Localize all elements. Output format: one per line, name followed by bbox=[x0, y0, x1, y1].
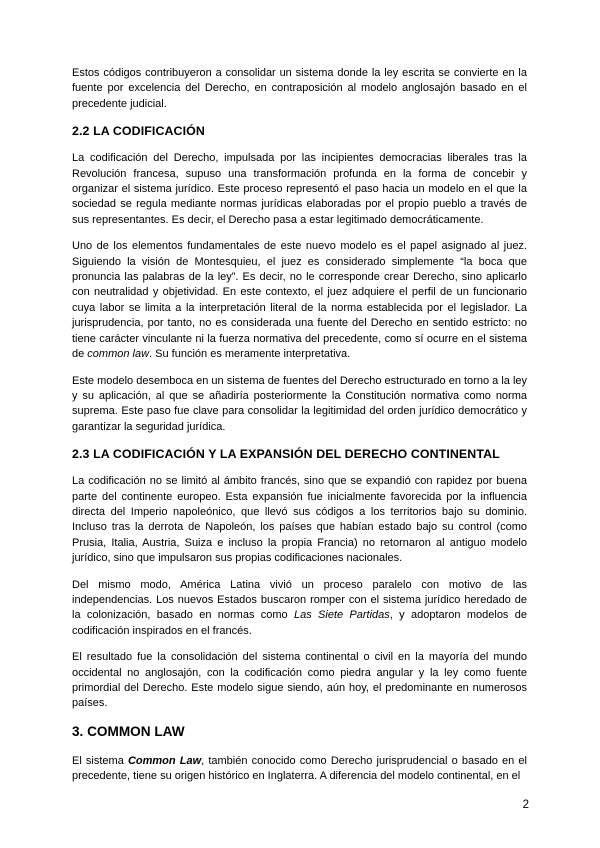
italic-term-siete-partidas: Las Siete Partidas bbox=[293, 609, 390, 622]
section-heading-2-3: 2.3 LA CODIFICACIÓN Y LA EXPANSIÓN DEL DERECHO CONTINENTAL bbox=[72, 447, 500, 462]
paragraph-text: Del mismo modo, América Latina vivió un proceso paralelo con motivo de las independencias. Los nuevos Estados buscaron romper con el sistema jurídico heredado de la colonización, basado en normas como bbox=[72, 578, 527, 622]
page-number: 2 bbox=[522, 799, 529, 811]
paragraph-expansion-1: La codificación no se limitó al ámbito francés, sino que se expandió con rapidez por buena parte del continente europeo. Esta expansión fue inicialmente favorecida por la influencia directa del Imperio napoleónico, que llevó sus códigos a los territorios bajo su dominio. Incluso tras la derrota de Napoleón, los países que habían estado bajo su control (como Prusia, Italia, Austria, Suiza e incluso la propia Francia) no retornaron al antiguo modelo jurídico, sino que impulsaron sus propias codificaciones nacionales. bbox=[72, 475, 527, 565]
paragraph-text: Uno de los elementos fundamentales de este nuevo modelo es el papel asignado al juez. Siguiendo la visión de Montesquieu, el juez es considerado simplemente “la boca que pronuncia las palabras de la ley”. Es decir, no le corresponde crear Derecho, sino aplicarlo con neutralidad y objetividad. En este contexto, el juez adquiere el perfil de un funcionario cuya labor se limita a la interpretación literal de la norma establecida por el legislador. La jurisprudencia, por tanto, no es considerada una fuente del Derecho en sentido estricto: no tiene carácter vinculante ni la fuerza normativa del precedente, como sí ocurre en el sistema de bbox=[72, 240, 527, 361]
paragraph-text: , también conocido como Derecho jurisprudencial o basado en el precedente, tiene su origen histórico en Inglaterra. A diferencia del modelo continental, en el bbox=[72, 754, 527, 783]
paragraph-codificacion-3: Este modelo desemboca en un sistema de fuentes del Derecho estructurado en torno a la ley y su aplicación, al que se añadiría posteriormente la Constitución normativa como norma suprema. Este paso fue clave para consolidar la legitimidad del orden jurídico democrático y garantizar la seguridad jurídica. bbox=[72, 374, 527, 433]
paragraph-expansion-2 bbox=[72, 578, 527, 640]
paragraph-codificacion-1: La codificación del Derecho, impulsada por las incipientes democracias liberales tras la Revolución francesa, supuso una transformación profunda en la forma de concebir y organizar el sistema jurídico. Este proceso representó el paso hacia un modelo en el que la sociedad se regula mediante normas jurídicas elaboradas por el propio pueblo a través de sus representantes. Es decir, el Derecho pasa a estar legitimado democráticamente. bbox=[72, 152, 527, 226]
paragraph-codificacion-2 bbox=[72, 239, 527, 362]
paragraph-text: . Su función es meramente interpretativa. bbox=[149, 348, 351, 361]
intro-paragraph: Estos códigos contribuyeron a consolidar un sistema donde la ley escrita se convierte en la fuente por excelencia del Derecho, en contraposición al modelo anglosajón basado en el precedente judicial. bbox=[72, 67, 527, 110]
paragraph-text: , y adoptaron modelos de codificación inspirados en el francés. bbox=[72, 609, 527, 637]
paragraph-expansion-3: El resultado fue la consolidación del sistema continental o civil en la mayoría del mundo occidental no anglosajón, con la codificación como piedra angular y la ley como fuente primordial del Derecho. Este modelo sigue siendo, aún hoy, el predominante en numerosos países. bbox=[72, 651, 527, 710]
section-heading-3: 3. COMMON LAW bbox=[72, 723, 185, 739]
paragraph-text: El sistema bbox=[72, 754, 128, 767]
document-page bbox=[72, 66, 527, 796]
paragraph-common-law-1 bbox=[72, 754, 527, 785]
bold-italic-term-common-law: Common Law bbox=[127, 754, 202, 767]
italic-term-common-law: common law bbox=[87, 348, 150, 361]
section-heading-2-2: 2.2 LA CODIFICACIÓN bbox=[72, 124, 205, 139]
